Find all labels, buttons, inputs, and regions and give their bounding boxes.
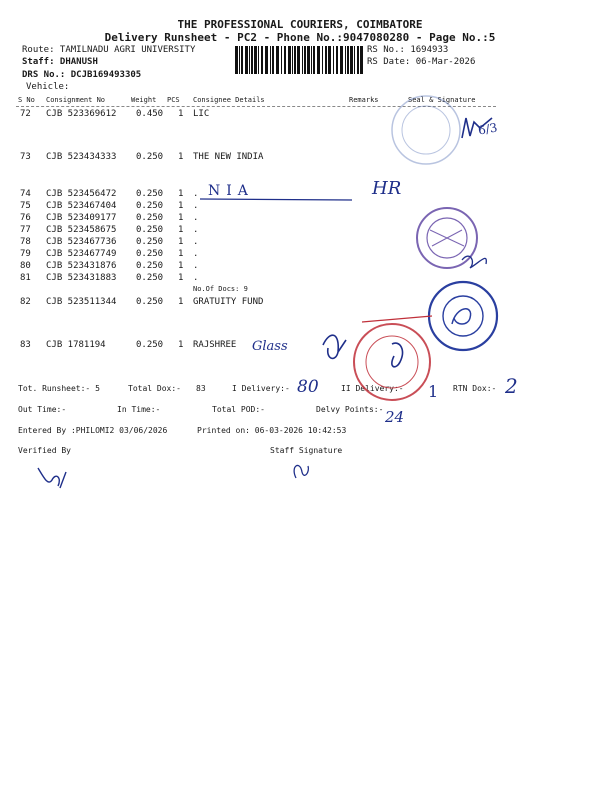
staff-label: Staff: DHANUSH xyxy=(22,57,98,67)
delvy-points-handwritten: 24 xyxy=(385,408,405,426)
signature-row83 xyxy=(323,335,346,358)
cell-consignment: CJB 523369612 xyxy=(46,109,117,119)
col-consignment: Consignment No xyxy=(46,96,106,104)
total-pod: Total POD:- xyxy=(212,405,265,414)
cell-consignee: . xyxy=(193,189,199,199)
vehicle-label: Vehicle: xyxy=(26,82,70,92)
total-dox-value: 83 xyxy=(196,384,206,393)
col-remarks: Remarks xyxy=(349,96,379,104)
printed-on: Printed on: 06-03-2026 10:42:53 xyxy=(197,426,347,435)
cell-sno: 74 xyxy=(20,189,31,199)
cell-consignee: . xyxy=(193,249,199,259)
cell-consignment: CJB 523467749 xyxy=(46,249,117,259)
cell-sno: 76 xyxy=(20,213,31,223)
purple-round-stamp xyxy=(417,208,477,268)
cell-pcs: 1 xyxy=(178,340,184,350)
cell-weight: 0.250 xyxy=(136,261,164,271)
cell-consignee: . xyxy=(193,261,199,271)
drs-number: DRS No.: DCJB169493305 xyxy=(22,70,142,80)
cell-consignment: CJB 523467736 xyxy=(46,237,117,247)
cell-weight: 0.250 xyxy=(136,237,164,247)
verified-by: Verified By xyxy=(18,446,71,455)
cell-pcs: 1 xyxy=(178,201,184,211)
cell-pcs: 1 xyxy=(178,213,184,223)
row74-mark-handwritten: NIA xyxy=(208,183,254,199)
cell-pcs: 1 xyxy=(178,273,184,283)
cell-consignment: CJB 1781194 xyxy=(46,340,106,350)
cell-pcs: 1 xyxy=(178,225,184,235)
i-delivery-label: I Delivery:- xyxy=(232,384,290,393)
cell-pcs: 1 xyxy=(178,297,184,307)
total-dox-label: Total Dox:- xyxy=(128,384,181,393)
rtn-dox-label: RTN Dox:- xyxy=(453,384,497,393)
col-sno: S No xyxy=(18,96,35,104)
signature-row72 xyxy=(462,118,492,138)
tot-runsheet: Tot. Runsheet:- 5 xyxy=(18,384,100,393)
cell-weight: 0.250 xyxy=(136,201,164,211)
cell-consignee: LIC xyxy=(193,109,210,119)
cell-consignee: THE NEW INDIA xyxy=(193,152,264,162)
cell-weight: 0.250 xyxy=(136,249,164,259)
cell-consignment: CJB 523456472 xyxy=(46,189,117,199)
cell-sno: 80 xyxy=(20,261,31,271)
runsheet-subtitle: Delivery Runsheet - PC2 - Phone No.:9047080280 - Page No.:5 xyxy=(104,31,496,44)
cell-pcs: 1 xyxy=(178,237,184,247)
rs-number: RS No.: 1694933 xyxy=(367,45,449,55)
row83-note-handwritten: Glass xyxy=(252,339,288,354)
cell-weight: 0.250 xyxy=(136,225,164,235)
cell-weight: 0.250 xyxy=(136,213,164,223)
staff-signature-label: Staff Signature xyxy=(270,446,343,455)
cell-pcs: 1 xyxy=(178,261,184,271)
cell-weight: 0.250 xyxy=(136,340,164,350)
row74-initials-handwritten: HR xyxy=(372,178,402,199)
cell-consignment: CJB 523434333 xyxy=(46,152,117,162)
ii-delivery-label: II Delivery:- xyxy=(341,384,404,393)
entered-by: Entered By :PHILOMI2 03/06/2026 xyxy=(18,426,168,435)
faint-round-stamp xyxy=(392,96,460,164)
no-of-docs: No.Of Docs: 9 xyxy=(193,285,248,293)
col-consignee: Consignee Details xyxy=(193,96,265,104)
signature-row83-seal xyxy=(392,343,403,367)
cell-consignee: GRATUITY FUND xyxy=(193,297,264,307)
cell-sno: 82 xyxy=(20,297,31,307)
cell-sno: 72 xyxy=(20,109,31,119)
cell-consignment: CJB 523511344 xyxy=(46,297,117,307)
cell-pcs: 1 xyxy=(178,249,184,259)
rs-date: RS Date: 06-Mar-2026 xyxy=(367,57,476,67)
company-round-seal xyxy=(429,282,497,350)
cell-weight: 0.250 xyxy=(136,152,164,162)
cell-consignee: . xyxy=(193,237,199,247)
route-label: Route: TAMILNADU AGRI UNIVERSITY xyxy=(22,45,196,55)
cell-consignment: CJB 523431883 xyxy=(46,273,117,283)
cell-consignee: . xyxy=(193,273,199,283)
cell-weight: 0.250 xyxy=(136,189,164,199)
cell-weight: 0.250 xyxy=(136,273,164,283)
cell-pcs: 1 xyxy=(178,109,184,119)
rtn-dox-handwritten: 2 xyxy=(505,374,518,398)
cell-sno: 83 xyxy=(20,340,31,350)
cell-consignment: CJB 523467404 xyxy=(46,201,117,211)
cell-consignment: CJB 523431876 xyxy=(46,261,117,271)
cell-sno: 73 xyxy=(20,152,31,162)
row72-date-handwritten: 6/3 xyxy=(476,120,499,138)
cell-consignee: RAJSHREE xyxy=(193,340,237,350)
staff-signature-scribble xyxy=(294,465,308,478)
out-time: Out Time:- xyxy=(18,405,67,414)
i-delivery-handwritten: 80 xyxy=(297,377,319,397)
col-seal: Seal & Signature xyxy=(408,96,476,104)
cell-sno: 75 xyxy=(20,201,31,211)
company-title: THE PROFESSIONAL COURIERS, COIMBATORE xyxy=(177,18,423,31)
row74-strike-line xyxy=(200,199,352,200)
cell-consignee: . xyxy=(193,225,199,235)
in-time: In Time:- xyxy=(117,405,161,414)
cell-consignee: . xyxy=(193,213,199,223)
cell-sno: 81 xyxy=(20,273,31,283)
cell-consignment: CJB 523458675 xyxy=(46,225,117,235)
delvy-points-label: Delvy Points:- xyxy=(316,405,384,414)
cell-sno: 78 xyxy=(20,237,31,247)
cell-pcs: 1 xyxy=(178,189,184,199)
cell-weight: 0.250 xyxy=(136,297,164,307)
col-weight: Weight xyxy=(131,96,157,104)
ii-delivery-handwritten: 1 xyxy=(428,382,439,401)
cell-weight: 0.450 xyxy=(136,109,164,119)
red-line xyxy=(362,316,432,322)
cell-consignee: . xyxy=(193,201,199,211)
cell-sno: 79 xyxy=(20,249,31,259)
verified-signature xyxy=(38,468,66,488)
col-pcs: PCS xyxy=(167,96,180,104)
cell-sno: 77 xyxy=(20,225,31,235)
cell-consignment: CJB 523409177 xyxy=(46,213,117,223)
cell-pcs: 1 xyxy=(178,152,184,162)
